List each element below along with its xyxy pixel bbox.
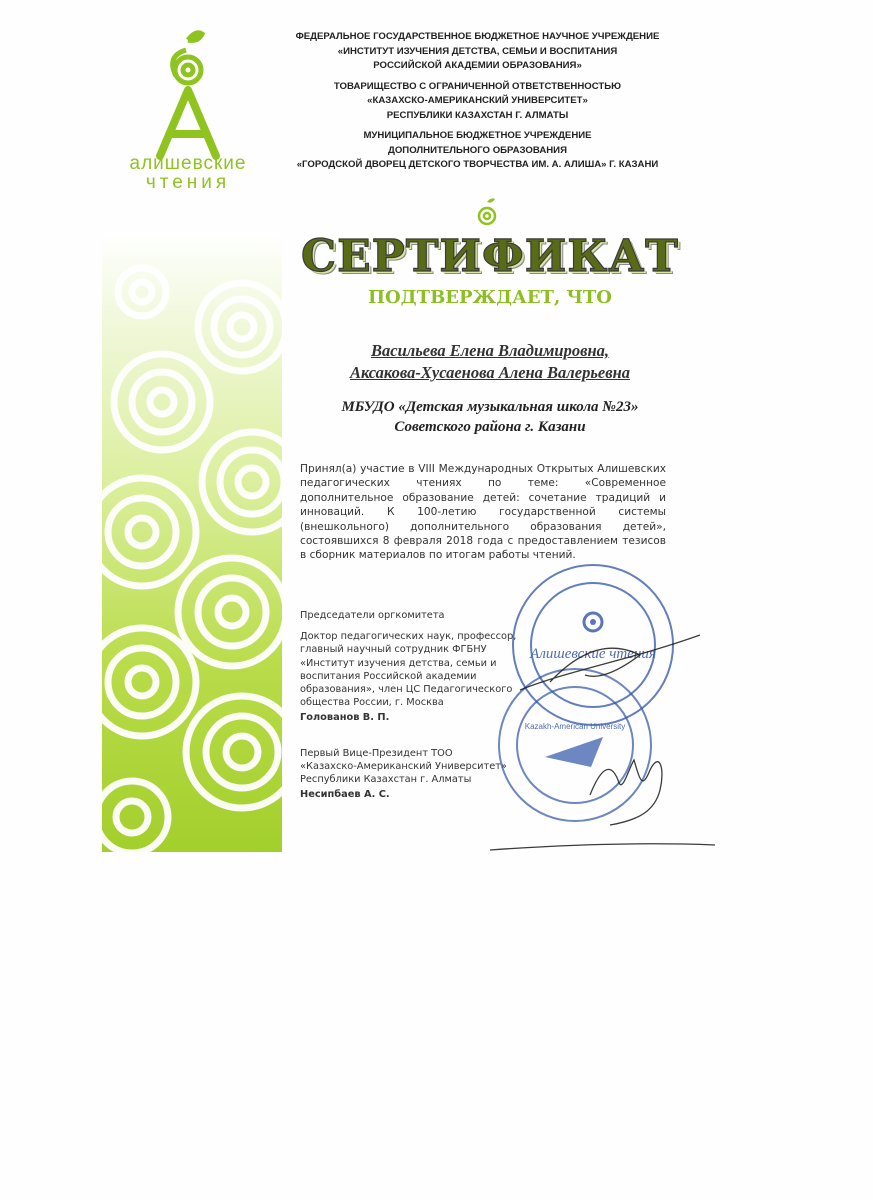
- chair-title-line: главный научный сотрудник ФГБНУ: [300, 644, 487, 656]
- confirms-heading: ПОДТВЕРЖДАЕТ, ЧТО: [368, 287, 612, 308]
- organizers-header: [290, 30, 665, 179]
- recipient-name: Аксакова-Хусаенова Алена Валерьевна: [350, 363, 630, 382]
- chair-title-line: «Казахско-Американский Университет»: [300, 760, 507, 772]
- organizer-line: РЕСПУБЛИКИ КАЗАХСТАН Г. АЛМАТЫ: [386, 109, 569, 121]
- organizer-1: [290, 30, 665, 74]
- decorative-swirl-band: [102, 232, 282, 852]
- chair-name: Несипбаев А. С.: [300, 789, 390, 801]
- organizer-line: МУНИЦИПАЛЬНОЕ БЮДЖЕТНОЕ УЧРЕЖДЕНИЕ: [363, 130, 592, 141]
- organizer-line: «ГОРОДСКОЙ ДВОРЕЦ ДЕТСКОГО ТВОРЧЕСТВА ИМ. А. АЛИША» Г. КАЗАНИ: [296, 159, 659, 170]
- chair-title-line: общества России, г. Москва: [300, 697, 444, 709]
- logo-word-2: чтения: [145, 172, 231, 193]
- recipient-name: Васильева Елена Владимировна,: [370, 341, 610, 360]
- chair-title-line: Доктор педагогических наук, профессор,: [300, 631, 517, 643]
- organizer-line: ДОПОЛНИТЕЛЬНОГО ОБРАЗОВАНИЯ: [388, 144, 567, 156]
- stamp1-center-text: Алишевские чтения: [530, 646, 656, 662]
- organizer-line: «ИНСТИТУТ ИЗУЧЕНИЯ ДЕТСТВА, СЕМЬИ И ВОСПИТАНИЯ: [337, 45, 618, 57]
- participation-text: Принял(а) участие в VIII Международных Открытых Алишевских педагогических чтениях по теме: «Современное дополнительное образование детей: сочетание традиций и инноваций. К 100-летию государственной системы (внешкольного) дополнительного образования детей», состоявшихся 8 февраля 2018 года с предоставлением тезисов в сборник материалов по итогам работы чтений.: [300, 463, 666, 562]
- organizer-line: ФЕДЕРАЛЬНОЕ ГОСУДАРСТВЕННОЕ БЮДЖЕТНОЕ НАУЧНОЕ УЧРЕЖДЕНИЕ: [295, 31, 660, 42]
- organizer-line: «КАЗАХСКО-АМЕРИКАНСКИЙ УНИВЕРСИТЕТ»: [367, 95, 588, 106]
- school-line: Советского района г. Казани: [394, 419, 586, 435]
- chair-title-line: воспитания Российской академии: [300, 670, 477, 682]
- organizer-line: РОССИЙСКОЙ АКАДЕМИИ ОБРАЗОВАНИЯ»: [373, 60, 582, 71]
- recipient-school: [300, 397, 680, 437]
- chair-title-line: Республики Казахстан г. Алматы: [300, 774, 472, 786]
- chair-title-line: «Институт изучения детства, семьи и: [300, 657, 497, 669]
- handwritten-signature: [490, 620, 720, 860]
- chairs-heading: Председатели оргкомитета: [300, 610, 445, 621]
- organizer-2: [290, 80, 665, 124]
- stamp2-center-text: Kazakh-American University: [524, 722, 626, 731]
- certificate-title: СЕРТИФИКАТ: [301, 231, 679, 282]
- committee-chairs: [300, 609, 520, 801]
- chair-name: Голованов В. П.: [300, 712, 390, 724]
- apple-swirl-icon: [476, 197, 498, 229]
- organizer-3: [290, 129, 665, 173]
- logo-word-1: алишевские: [129, 153, 247, 174]
- recipient-names: [300, 340, 680, 384]
- chair-title-line: образования», член ЦС Педагогического: [300, 684, 513, 696]
- organizer-line: ТОВАРИЩЕСТВО С ОГРАНИЧЕННОЙ ОТВЕТСТВЕННОСТЬЮ: [333, 80, 622, 92]
- school-line: МБУДО «Детская музыкальная школа №23»: [341, 399, 639, 415]
- chair-title-line: Первый Вице-Президент ТОО: [300, 747, 453, 759]
